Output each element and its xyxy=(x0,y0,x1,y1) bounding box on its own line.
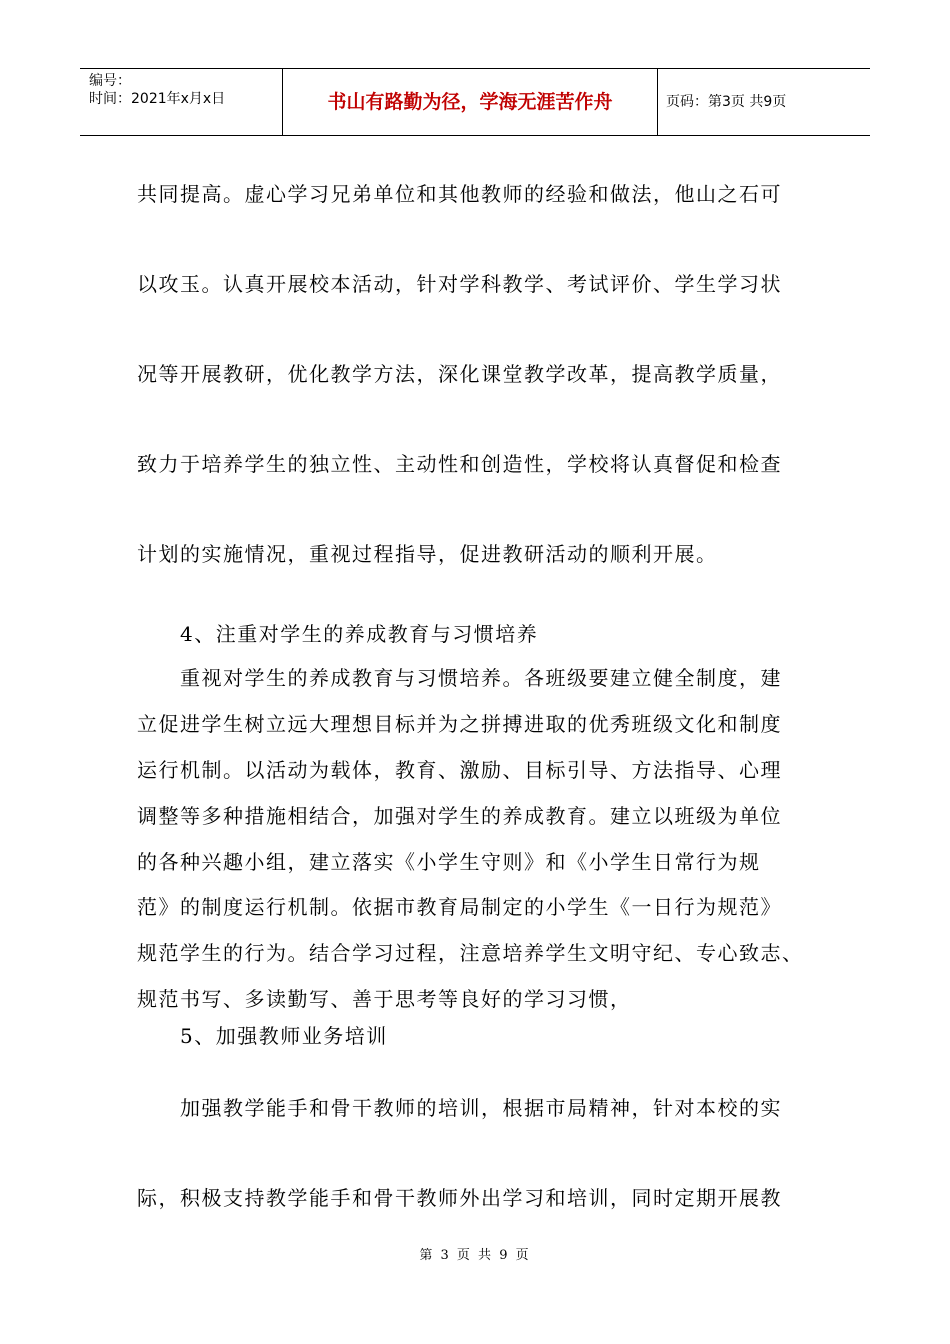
paragraph-line: 际，积极支持教学能手和骨干教师外出学习和培训，同时定期开展教 xyxy=(137,1186,782,1210)
paragraph-line: 范》的制度运行机制。依据市教育局制定的小学生《一日行为规范》 xyxy=(137,895,782,919)
section-heading-5: 5、加强教师业务培训 xyxy=(180,1024,388,1048)
paragraph-line: 计划的实施情况，重视过程指导，促进教研活动的顺利开展。 xyxy=(137,542,718,566)
paragraph-line: 规范书写、多读勤写、善于思考等良好的学习习惯， xyxy=(137,987,632,1011)
paragraph-line: 运行机制。以活动为载体，教育、激励、目标引导、方法指导、心理 xyxy=(137,758,782,782)
section-heading-4: 4、注重对学生的养成教育与习惯培养 xyxy=(180,622,539,646)
paragraph-line: 规范学生的行为。结合学习过程，注意培养学生文明守纪、专心致志、 xyxy=(137,941,804,965)
paragraph-line: 重视对学生的养成教育与习惯培养。各班级要建立健全制度，建 xyxy=(180,666,782,690)
paragraph-line: 况等开展教研，优化教学方法，深化课堂教学改革，提高教学质量， xyxy=(137,362,782,386)
header-motto: 书山有路勤为径，学海无涯苦作舟 xyxy=(283,69,658,135)
paragraph-line: 加强教学能手和骨干教师的培训，根据市局精神，针对本校的实 xyxy=(180,1096,782,1120)
document-date-label: 时间：2021年x月x日 xyxy=(89,91,226,107)
paragraph-line: 调整等多种措施相结合，加强对学生的养成教育。建立以班级为单位 xyxy=(137,804,782,828)
paragraph-line: 以攻玉。认真开展校本活动，针对学科教学、考试评价、学生学习状 xyxy=(137,272,782,296)
paragraph-line: 的各种兴趣小组，建立落实《小学生守则》和《小学生日常行为规 xyxy=(137,850,761,874)
page-header xyxy=(80,68,870,136)
page-footer: 第 3 页 共 9 页 xyxy=(419,1248,531,1263)
paragraph-line: 立促进学生树立远大理想目标并为之拼搏进取的优秀班级文化和制度 xyxy=(137,712,782,736)
document-number-label: 编号： xyxy=(89,73,131,89)
paragraph-line: 共同提高。虚心学习兄弟单位和其他教师的经验和做法，他山之石可 xyxy=(137,182,782,206)
paragraph-line: 致力于培养学生的独立性、主动性和创造性，学校将认真督促和检查 xyxy=(137,452,782,476)
header-page-info: 页码：第3页 共9页 xyxy=(666,94,787,110)
header-meta-cell xyxy=(80,69,283,135)
